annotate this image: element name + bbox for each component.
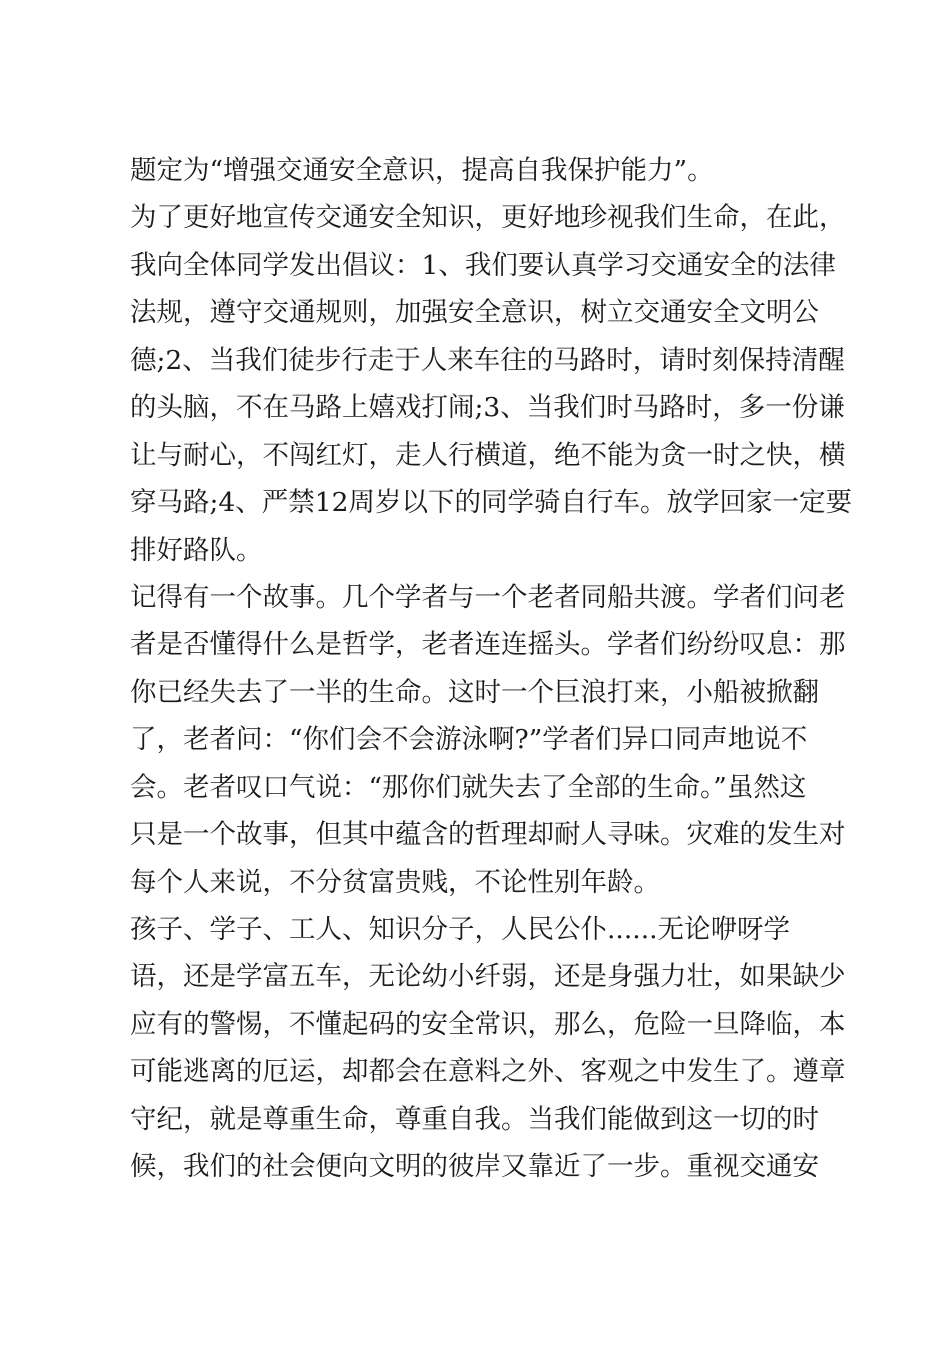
text-line: 孩子、学子、工人、知识分子，人民公仆......无论咿呀学 bbox=[130, 914, 791, 945]
text-line: 语，还是学富五车，无论幼小纤弱，还是身强力壮，如果缺少 bbox=[130, 961, 846, 993]
text-line: 让与耐心，不闯红灯，走人行横道，绝不能为贪一时之快，横 bbox=[130, 439, 846, 471]
text-line: 你已经失去了一半的生命。这时一个巨浪打来，小船被掀翻 bbox=[130, 676, 819, 708]
text-line: 应有的警惕，不懂起码的安全常识，那么，危险一旦降临，本 bbox=[130, 1008, 846, 1040]
text-line: 法规，遵守交通规则，加强安全意识，树立交通安全文明公 bbox=[130, 297, 819, 329]
text-line: 德;2、当我们徒步行走于人来车往的马路时，请时刻保持清醒 bbox=[130, 344, 845, 376]
text-line: 只是一个故事，但其中蕴含的哲理却耐人寻味。灾难的发生对 bbox=[130, 819, 846, 851]
text-line: 每个人来说，不分贫富贵贱，不论性别年龄。 bbox=[130, 866, 660, 898]
text-line: 会。老者叹口气说：“那你们就失去了全部的生命。”虽然这 bbox=[130, 771, 807, 803]
text-line: 的头脑，不在马路上嬉戏打闹;3、当我们时马路时，多一份谦 bbox=[130, 392, 845, 424]
text-line: 可能逃离的厄运，却都会在意料之外、客观之中发生了。遵章 bbox=[130, 1056, 846, 1088]
text-line: 候，我们的社会便向文明的彼岸又靠近了一步。重视交通安 bbox=[130, 1151, 819, 1183]
text-line: 了，老者问：“你们会不会游泳啊?”学者们异口同声地说不 bbox=[130, 724, 808, 756]
text-line: 记得有一个故事。几个学者与一个老者同船共渡。学者们问老 bbox=[130, 581, 846, 613]
text-line: 者是否懂得什么是哲学，老者连连摇头。学者们纷纷叹息：那 bbox=[130, 629, 846, 661]
text-line: 守纪，就是尊重生命，尊重自我。当我们能做到这一切的时 bbox=[130, 1103, 819, 1135]
text-line: 为了更好地宣传交通安全知识，更好地珍视我们生命，在此， bbox=[130, 202, 846, 234]
text-line: 排好路队。 bbox=[130, 534, 263, 566]
text-line: 穿马路;4、严禁12周岁以下的同学骑自行车。放学回家一定要 bbox=[130, 487, 853, 519]
document-body bbox=[130, 147, 853, 1191]
text-line: 题定为“增强交通安全意识，提高自我保护能力”。 bbox=[130, 155, 714, 186]
text-line: 我向全体同学发出倡议：1、我们要认真学习交通安全的法律 bbox=[130, 249, 836, 281]
